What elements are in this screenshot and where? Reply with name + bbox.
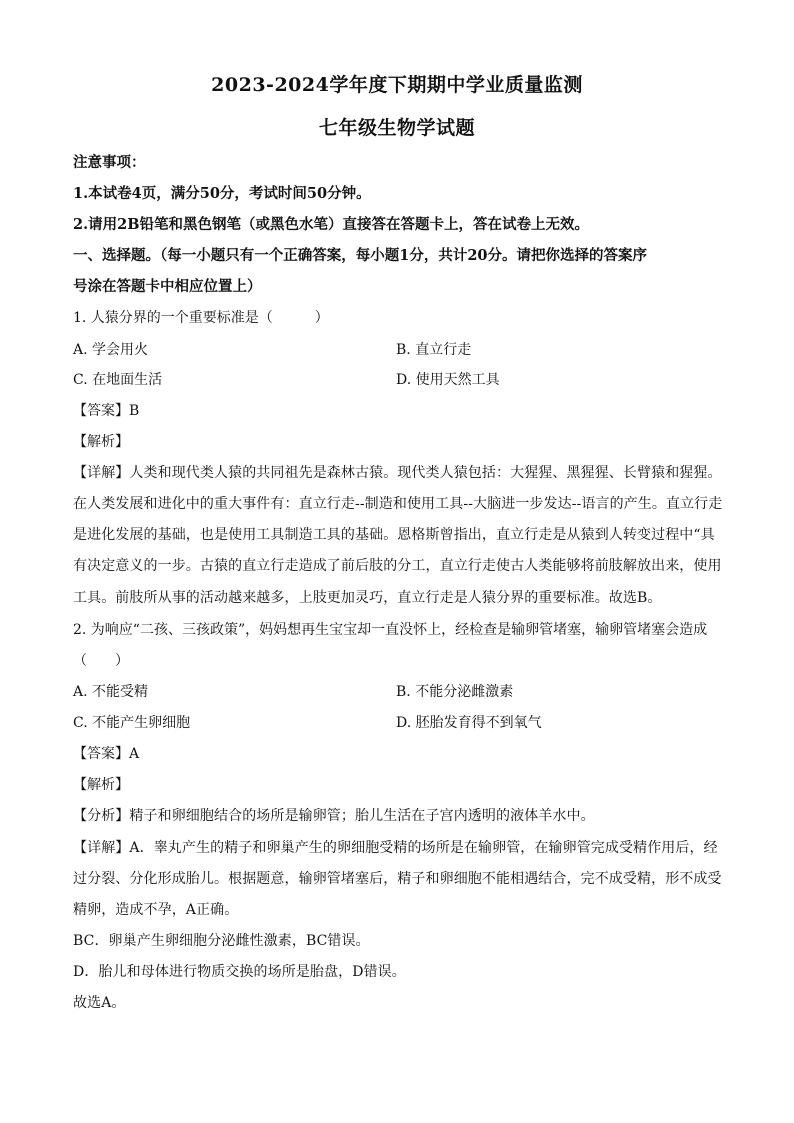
question-2-detail-line: 过分裂、分化形成胎儿。根据题意，输卵管堵塞后，精子和卵细胞不能相遇结合，完不成受精，形不成受 — [73, 871, 722, 887]
question-2-stem: 2. 为响应“二孩、三孩政策”，妈妈想再生宝宝却一直没怀上，经检查是输卵管堵塞，输卵管堵塞会造成 — [73, 622, 708, 638]
notice-heading: 注意事项： — [73, 154, 146, 171]
question-1-option-c: C. 在地面生活 — [73, 372, 163, 388]
question-1-analysis-heading: 【解析】 — [73, 434, 129, 450]
question-2-option-a: A. 不能受精 — [73, 684, 149, 700]
question-1-answer: 【答案】B — [73, 403, 140, 419]
question-1-detail-line: 有决定意义的一步。古猿的直立行走造成了前后肢的分工，直立行走使古人类能够将前肢解放出来，使用 — [73, 558, 722, 574]
question-2-stem-cont: （ ） — [73, 653, 129, 669]
question-2-answer: 【答案】A — [73, 746, 140, 762]
question-2-option-b: B. 不能分泌雌激素 — [396, 684, 514, 700]
question-1-detail-line: 在人类发展和进化中的重大事件有：直立行走--制造和使用工具--大脑进一步发达--语言的产生。直立行走 — [73, 496, 723, 512]
question-2-fenxi: 【分析】精子和卵细胞结合的场所是输卵管；胎儿生活在子宫内透明的液体羊水中。 — [73, 808, 595, 824]
exam-title: 2023-2024学年度下期期中学业质量监测 — [211, 74, 583, 96]
question-2-option-d: D. 胚胎发育得不到氧气 — [396, 715, 542, 731]
question-1-option-d: D. 使用天然工具 — [396, 372, 500, 388]
question-1-option-a: A. 学会用火 — [73, 342, 149, 358]
section-heading: 一、选择题。（每一小题只有一个正确答案，每小题1分，共计20分。请把你选择的答案序 — [73, 247, 648, 264]
question-1-option-b: B. 直立行走 — [396, 342, 472, 358]
question-2-option-c: C. 不能产生卵细胞 — [73, 715, 191, 731]
exam-subtitle: 七年级生物学试题 — [318, 117, 475, 139]
question-2-detail-line: 故选A。 — [73, 995, 126, 1011]
question-2-detail-line: D．胎儿和母体进行物质交换的场所是胎盘，D错误。 — [73, 964, 406, 980]
question-2-detail-line: 精卵，造成不孕，A正确。 — [73, 902, 239, 918]
section-heading-cont: 号涂在答题卡中相应位置上） — [73, 278, 262, 295]
question-1-detail-line: 【详解】人类和现代类人猿的共同祖先是森林古猿。现代类人猿包括：大猩猩、黑猩猩、长臂猿和猩猩。 — [73, 465, 722, 481]
question-2-detail-line: BC．卵巢产生卵细胞分泌雌性激素，BC错误。 — [73, 933, 370, 949]
question-1-detail-line: 工具。前肢所从事的活动越来越多，上肢更加灵巧，直立行走是人猿分界的重要标准。故选B。 — [73, 590, 662, 606]
question-1-stem: 1. 人猿分界的一个重要标准是（ ） — [73, 310, 329, 326]
question-2-analysis-heading: 【解析】 — [73, 777, 129, 793]
question-2-detail-line: 【详解】A．睾丸产生的精子和卵巢产生的卵细胞受精的场所是在输卵管，在输卵管完成受精作用后，经 — [73, 840, 718, 856]
notice-item-1: 1.本试卷4页，满分50分，考试时间50分钟。 — [73, 185, 371, 202]
question-1-detail-line: 是进化发展的基础，也是使用工具制造工具的基础。恩格斯曾指出，直立行走是从猿到人转变过程中“具 — [73, 527, 715, 543]
notice-item-2: 2.请用2B铅笔和黑色钢笔（或黑色水笔）直接答在答题卡上，答在试卷上无效。 — [73, 216, 589, 233]
